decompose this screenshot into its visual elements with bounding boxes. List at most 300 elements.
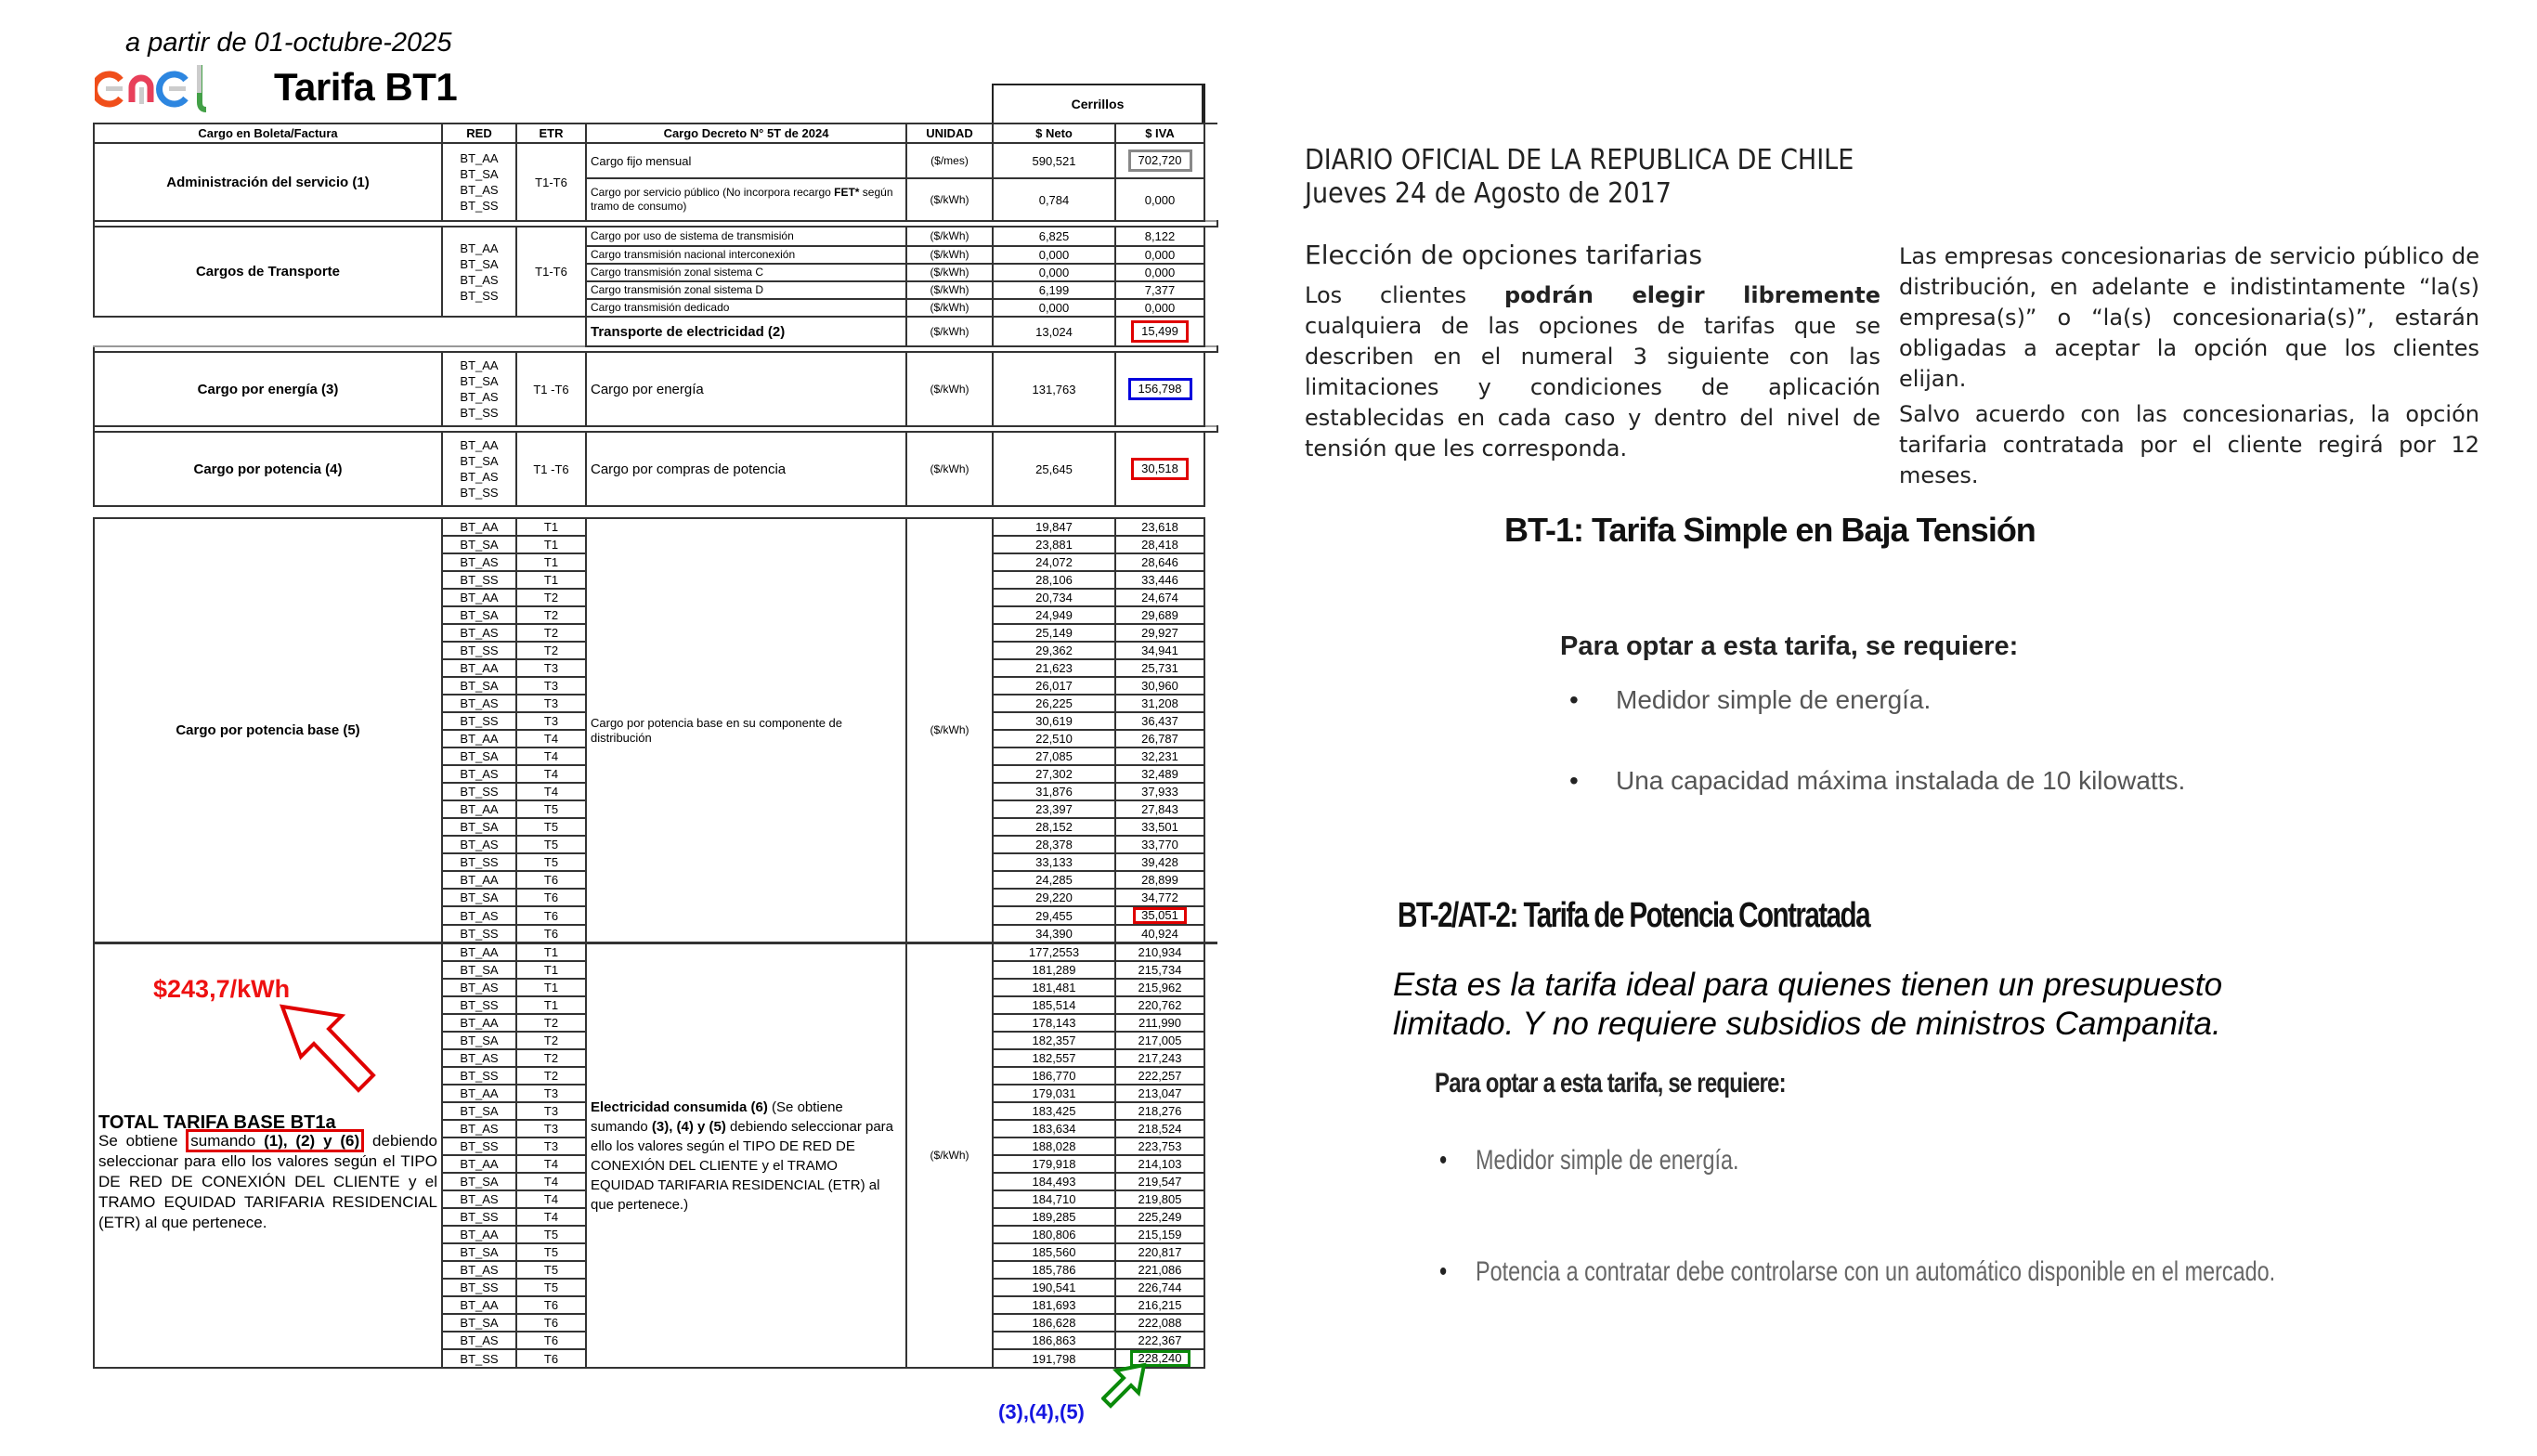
section-label-power: Cargo por potencia (4): [94, 432, 442, 506]
neto-cell: 29,455: [993, 906, 1115, 925]
neto-cell: 29,362: [993, 642, 1115, 659]
spacer: [1204, 227, 1217, 246]
table-row: [94, 143, 1217, 178]
page-title: Tarifa BT1: [274, 65, 458, 109]
neto-cell: 33,133: [993, 853, 1115, 871]
iva-cell: 23,618: [1115, 518, 1204, 536]
spacer: [1204, 1314, 1217, 1332]
etr-cell: T3: [516, 1120, 586, 1138]
annotation-sum: (3),(4),(5): [998, 1400, 1085, 1424]
spacer: [1204, 925, 1217, 943]
red-list: [442, 352, 516, 426]
spacer: [1204, 1173, 1217, 1190]
iva-cell: 28,899: [1115, 871, 1204, 889]
diario-title-line2: Jueves 24 de Agosto de 2017: [1305, 177, 1672, 210]
desc-cell: [586, 943, 906, 1369]
spacer: [1204, 536, 1217, 553]
red-cell: BT_AS: [442, 1261, 516, 1279]
spacer: [1204, 589, 1217, 606]
col-header-etr: ETR: [516, 124, 586, 143]
red-cell: BT_AS: [442, 979, 516, 996]
diario-title-line1: DIARIO OFICIAL DE LA REPUBLICA DE CHILE: [1305, 144, 1854, 176]
spacer: [1204, 642, 1217, 659]
etr-cell: T1: [516, 571, 586, 589]
iva-highlight-blue: 156,798: [1128, 378, 1192, 400]
red-cell: BT_SA: [442, 1032, 516, 1049]
spacer: [1204, 1155, 1217, 1173]
iva-cell: 221,086: [1115, 1261, 1204, 1279]
etr-cell: T1: [516, 996, 586, 1014]
bullet-text: Potencia a contratar debe controlarse con un automático disponible en el mercado.: [1476, 1256, 2276, 1287]
text-bold: (3), (4) y (5): [651, 1118, 726, 1135]
text: (Se obtiene sumando: [591, 1098, 843, 1135]
enel-logo-icon: [95, 61, 214, 115]
red-cell: BT_AA: [442, 1296, 516, 1314]
neto-cell: 22,510: [993, 730, 1115, 748]
neto-cell: 181,481: [993, 979, 1115, 996]
etr-cell: T4: [516, 748, 586, 765]
etr-cell: T5: [516, 818, 586, 836]
iva-cell: 32,231: [1115, 748, 1204, 765]
iva-highlight-red: 15,499: [1131, 320, 1189, 343]
spacer: [1204, 1014, 1217, 1032]
consumed-section: [94, 943, 1217, 1369]
spacer: [1204, 943, 1217, 962]
unit-cell: ($/kWh): [906, 178, 993, 221]
red-values: BT_AA BT_SA BT_AS BT_SS: [460, 358, 499, 420]
spacer: [1204, 853, 1217, 871]
red-cell: BT_AS: [442, 1049, 516, 1067]
spacer: [1204, 818, 1217, 836]
spacer: [1204, 677, 1217, 695]
etr-cell: T6: [516, 906, 586, 925]
text: Se obtiene: [98, 1132, 187, 1150]
spacer: [1204, 264, 1217, 281]
etr-cell: T5: [516, 1226, 586, 1243]
red-cell: BT_SA: [442, 677, 516, 695]
iva-cell: 226,744: [1115, 1279, 1204, 1296]
unit-cell: ($/mes): [906, 143, 993, 178]
iva-cell: 217,005: [1115, 1032, 1204, 1049]
iva-cell: [1115, 432, 1204, 506]
base-power-section: [94, 518, 1217, 943]
red-cell: BT_SS: [442, 1208, 516, 1226]
neto-cell: 182,357: [993, 1032, 1115, 1049]
neto-cell: 183,634: [993, 1120, 1115, 1138]
neto-cell: 19,847: [993, 518, 1115, 536]
desc-cell: Cargo transmisión dedicado: [586, 299, 906, 317]
red-cell: BT_AS: [442, 1190, 516, 1208]
iva-cell: 39,428: [1115, 853, 1204, 871]
desc-cell: Cargo por uso de sistema de transmisión: [586, 227, 906, 246]
spacer: [1204, 1049, 1217, 1067]
spacer: [1204, 695, 1217, 712]
neto-cell: 26,017: [993, 677, 1115, 695]
red-cell: BT_AA: [442, 1085, 516, 1102]
iva-cell: 211,990: [1115, 1014, 1204, 1032]
iva-cell: 223,753: [1115, 1138, 1204, 1155]
neto-cell: 184,710: [993, 1190, 1115, 1208]
etr-cell: T3: [516, 659, 586, 677]
desc-cell: Cargo por potencia base en su componente de distribución: [586, 518, 906, 943]
red-cell: BT_AS: [442, 553, 516, 571]
bt2-title: BT-2/AT-2: Tarifa de Potencia Contratada: [1398, 896, 1869, 935]
iva-cell: 30,960: [1115, 677, 1204, 695]
etr-range: T1-T6: [516, 227, 586, 317]
spacer: [1204, 712, 1217, 730]
neto-cell: 185,514: [993, 996, 1115, 1014]
desc-text: Cargo por servicio público (No incorpora recargo: [591, 186, 835, 199]
bullet-icon: •: [1439, 1256, 1448, 1287]
section-label-energy: Cargo por energía (3): [94, 352, 442, 426]
text: sumando: [190, 1132, 265, 1150]
bt2-requirements-title: Para optar a esta tarifa, se requiere:: [1435, 1068, 1786, 1098]
red-cell: BT_AA: [442, 1155, 516, 1173]
etr-cell: T2: [516, 624, 586, 642]
red-values: BT_AA BT_SA BT_AS BT_SS: [460, 151, 499, 213]
iva-cell: 0,000: [1115, 264, 1204, 281]
red-cell: BT_SA: [442, 818, 516, 836]
iva-highlight-red: 30,518: [1131, 458, 1189, 480]
spacer: [1204, 1067, 1217, 1085]
text: Los clientes: [1305, 282, 1504, 308]
text: debiendo seleccionar para ello los valores según el TIPO DE RED DE CONEXIÓN DEL CLIENTE y el TRAMO EQUIDAD TARIFARIA RESIDENCIAL (ETR) al que pertenece.: [98, 1132, 437, 1231]
iva-cell: 0,000: [1115, 299, 1204, 317]
iva-cell: 28,418: [1115, 536, 1204, 553]
spacer: [1204, 1085, 1217, 1102]
red-cell: BT_SS: [442, 1067, 516, 1085]
red-cell: BT_SS: [442, 571, 516, 589]
etr-cell: T4: [516, 730, 586, 748]
bt1-bullet: [1569, 766, 2185, 796]
table-row: [94, 432, 1217, 506]
iva-cell: 29,689: [1115, 606, 1204, 624]
etr-range: T1 -T6: [516, 352, 586, 426]
neto-cell: 179,031: [993, 1085, 1115, 1102]
neto-cell: 190,541: [993, 1279, 1115, 1296]
etr-cell: T1: [516, 536, 586, 553]
etr-cell: T6: [516, 1349, 586, 1368]
spacer: [1204, 1102, 1217, 1120]
etr-cell: T2: [516, 606, 586, 624]
spacer: [1204, 352, 1217, 426]
spacer: [1204, 624, 1217, 642]
red-cell: BT_AS: [442, 836, 516, 853]
red-cell: BT_SS: [442, 712, 516, 730]
red-cell: BT_AS: [442, 906, 516, 925]
spacer: [1204, 178, 1217, 221]
spacer: [1204, 299, 1217, 317]
bt2-bullet: [1439, 1145, 1739, 1176]
commune-header: Cerrillos: [992, 84, 1203, 123]
neto-cell: 24,285: [993, 871, 1115, 889]
neto-cell: 23,881: [993, 536, 1115, 553]
desc-cell: Cargo por compras de potencia: [586, 432, 906, 506]
red-cell: BT_SS: [442, 1279, 516, 1296]
red-cell: BT_SS: [442, 853, 516, 871]
etr-cell: T1: [516, 943, 586, 962]
red-cell: BT_AA: [442, 943, 516, 962]
etr-cell: T2: [516, 1067, 586, 1085]
neto-cell: 131,763: [993, 352, 1115, 426]
etr-cell: T2: [516, 589, 586, 606]
desc-cell: Cargo transmisión zonal sistema D: [586, 281, 906, 299]
etr-cell: T6: [516, 1314, 586, 1332]
neto-cell: 21,623: [993, 659, 1115, 677]
iva-cell: 25,731: [1115, 659, 1204, 677]
spacer: [1204, 1349, 1217, 1368]
iva-cell: 31,208: [1115, 695, 1204, 712]
neto-cell: 13,024: [993, 317, 1115, 346]
bt2-bullet: [1439, 1256, 2275, 1288]
neto-cell: 26,225: [993, 695, 1115, 712]
etr-range: T1-T6: [516, 143, 586, 221]
iva-cell: 28,646: [1115, 553, 1204, 571]
etr-cell: T1: [516, 961, 586, 979]
spacer: [1204, 659, 1217, 677]
unit-cell: ($/kWh): [906, 317, 993, 346]
spacer: [1204, 281, 1217, 299]
neto-cell: 28,152: [993, 818, 1115, 836]
red-cell: BT_SS: [442, 925, 516, 943]
table-row: [94, 943, 1217, 962]
neto-cell: 25,645: [993, 432, 1115, 506]
arrow-up-left-icon: [279, 1003, 381, 1096]
spacer: [1204, 800, 1217, 818]
empty-cell: [94, 317, 586, 346]
diario-paragraph-3: Salvo acuerdo con las concesionarias, la opción tarifaria contratada por el cliente regirá por 12 meses.: [1899, 401, 2479, 488]
spacer: [1204, 996, 1217, 1014]
iva-cell: 222,367: [1115, 1332, 1204, 1349]
iva-cell: 29,927: [1115, 624, 1204, 642]
red-cell: BT_SS: [442, 1349, 516, 1368]
red-cell: BT_SS: [442, 1138, 516, 1155]
red-cell: BT_SA: [442, 889, 516, 906]
arrow-up-right-icon: [1101, 1361, 1148, 1410]
bt1-requirements-title: Para optar a esta tarifa, se requiere:: [1560, 631, 2019, 661]
iva-cell: [1115, 317, 1204, 346]
total-explanation: [98, 1131, 437, 1233]
unit-cell: ($/kWh): [906, 299, 993, 317]
etr-cell: T1: [516, 518, 586, 536]
red-cell: BT_AA: [442, 871, 516, 889]
red-cell: BT_SA: [442, 748, 516, 765]
desc-cell: Cargo transmisión nacional interconexión: [586, 246, 906, 264]
spacer: [1204, 906, 1217, 925]
etr-cell: T5: [516, 1279, 586, 1296]
tariff-table-tramos: [93, 517, 1217, 1369]
etr-cell: T3: [516, 695, 586, 712]
neto-cell: 590,521: [993, 143, 1115, 178]
neto-cell: 186,863: [993, 1332, 1115, 1349]
spacer: [1204, 1226, 1217, 1243]
iva-cell: 219,805: [1115, 1190, 1204, 1208]
etr-cell: T2: [516, 642, 586, 659]
etr-cell: T3: [516, 677, 586, 695]
unit-cell: ($/kWh): [906, 518, 993, 943]
spacer: [1204, 553, 1217, 571]
spacer: [1204, 961, 1217, 979]
iva-cell: 215,159: [1115, 1226, 1204, 1243]
red-cell: BT_AA: [442, 1226, 516, 1243]
iva-cell: 218,276: [1115, 1102, 1204, 1120]
spacer: [1204, 606, 1217, 624]
neto-cell: 181,693: [993, 1296, 1115, 1314]
neto-cell: 24,072: [993, 553, 1115, 571]
etr-cell: T5: [516, 836, 586, 853]
iva-cell: [1115, 906, 1204, 925]
neto-cell: 27,085: [993, 748, 1115, 765]
etr-range: T1 -T6: [516, 432, 586, 506]
iva-cell: 219,547: [1115, 1173, 1204, 1190]
etr-cell: T4: [516, 783, 586, 800]
table-row: [94, 227, 1217, 246]
etr-cell: T3: [516, 1085, 586, 1102]
neto-cell: 0,000: [993, 299, 1115, 317]
etr-cell: T4: [516, 1190, 586, 1208]
iva-cell: 214,103: [1115, 1155, 1204, 1173]
unit-cell: ($/kWh): [906, 246, 993, 264]
unit-cell: ($/kWh): [906, 943, 993, 1369]
etr-cell: T3: [516, 1102, 586, 1120]
unit-cell: ($/kWh): [906, 264, 993, 281]
neto-cell: 180,806: [993, 1226, 1115, 1243]
total-title: TOTAL TARIFA BASE BT1a: [98, 1112, 336, 1133]
red-cell: BT_SS: [442, 642, 516, 659]
neto-cell: 179,918: [993, 1155, 1115, 1173]
spacer: [1204, 979, 1217, 996]
etr-cell: T3: [516, 1138, 586, 1155]
desc-cell: [586, 178, 906, 221]
annotation-price: $243,7/kWh: [153, 975, 291, 1003]
iva-cell: 40,924: [1115, 925, 1204, 943]
col-header-decreto: Cargo Decreto N° 5T de 2024: [586, 124, 906, 143]
neto-cell: 181,289: [993, 961, 1115, 979]
text: debiendo seleccionar para ello los valores según el TIPO DE RED DE CONEXIÓN DEL CLIENTE y el TRAMO EQUIDAD TARIFARIA RESIDENCIAL (ETR) al que pertenece.): [591, 1118, 894, 1213]
spacer: [1204, 246, 1217, 264]
effective-date: a partir de 01-octubre-2025: [125, 28, 452, 58]
spacer: [1204, 1138, 1217, 1155]
iva-cell: [1115, 143, 1204, 178]
spacer: [1204, 1279, 1217, 1296]
neto-cell: 191,798: [993, 1349, 1115, 1368]
iva-cell: 34,772: [1115, 889, 1204, 906]
etr-cell: T1: [516, 979, 586, 996]
diario-paragraph-2: Las empresas concesionarias de servicio público de distribución, en adelante e indistintamente “la(s) empresa(s)” o “la(s) concesionaria(s)”, estarán obligadas a aceptar la opción que los clientes elijan.: [1899, 243, 2479, 392]
iva-cell: 7,377: [1115, 281, 1204, 299]
iva-cell: 33,501: [1115, 818, 1204, 836]
iva-cell: 210,934: [1115, 943, 1204, 962]
etr-cell: T1: [516, 553, 586, 571]
etr-cell: T5: [516, 1243, 586, 1261]
neto-cell: 178,143: [993, 1014, 1115, 1032]
iva-cell: 220,817: [1115, 1243, 1204, 1261]
red-cell: BT_AA: [442, 589, 516, 606]
neto-cell: 28,378: [993, 836, 1115, 853]
neto-cell: 6,199: [993, 281, 1115, 299]
diario-paragraph-1: [1305, 280, 1880, 464]
red-cell: BT_AA: [442, 518, 516, 536]
col-header-neto: $ Neto: [993, 124, 1115, 143]
spacer: [1204, 571, 1217, 589]
iva-highlight-red: 35,051: [1133, 907, 1187, 924]
spacer: [1204, 518, 1217, 536]
spacer: [1204, 1261, 1217, 1279]
neto-cell: 182,557: [993, 1049, 1115, 1067]
spacer: [1204, 783, 1217, 800]
bt2-comment: Esta es la tarifa ideal para quienes tienen un presupuesto limitado. Y no requiere subsidios de ministros Campanita.: [1393, 967, 2223, 1042]
etr-cell: T2: [516, 1014, 586, 1032]
spacer: [1204, 1296, 1217, 1314]
red-cell: BT_SA: [442, 606, 516, 624]
desc-text: según tramo de consumo): [591, 186, 893, 213]
unit-cell: ($/kWh): [906, 227, 993, 246]
iva-cell: 215,962: [1115, 979, 1204, 996]
red-cell: BT_SA: [442, 1243, 516, 1261]
spacer: [1204, 871, 1217, 889]
table-row: [94, 352, 1217, 426]
red-cell: BT_AS: [442, 695, 516, 712]
spacer: [1204, 432, 1217, 506]
neto-cell: 27,302: [993, 765, 1115, 783]
red-cell: BT_AA: [442, 1014, 516, 1032]
iva-cell: 213,047: [1115, 1085, 1204, 1102]
iva-cell: 24,674: [1115, 589, 1204, 606]
neto-cell: 34,390: [993, 925, 1115, 943]
neto-cell: 29,220: [993, 889, 1115, 906]
bullet-icon: •: [1569, 685, 1579, 714]
tariff-table: [93, 123, 1218, 507]
neto-cell: 31,876: [993, 783, 1115, 800]
neto-cell: 185,786: [993, 1261, 1115, 1279]
red-cell: BT_AA: [442, 800, 516, 818]
col-header-cargo: Cargo en Boleta/Factura: [94, 124, 442, 143]
iva-cell: [1115, 352, 1204, 426]
etr-cell: T6: [516, 1332, 586, 1349]
neto-cell: 186,628: [993, 1314, 1115, 1332]
sum-highlight-red: [186, 1129, 364, 1152]
red-cell: BT_AS: [442, 624, 516, 642]
red-cell: BT_SA: [442, 536, 516, 553]
iva-cell: 33,446: [1115, 571, 1204, 589]
red-cell: BT_SS: [442, 783, 516, 800]
spacer: [1204, 748, 1217, 765]
iva-cell: 225,249: [1115, 1208, 1204, 1226]
etr-cell: T3: [516, 712, 586, 730]
spacer: [1204, 1190, 1217, 1208]
red-values: BT_AA BT_SA BT_AS BT_SS: [460, 438, 499, 500]
red-cell: BT_AS: [442, 1120, 516, 1138]
unit-cell: ($/kWh): [906, 281, 993, 299]
section-label-admin: Administración del servicio (1): [94, 143, 442, 221]
iva-cell: 37,933: [1115, 783, 1204, 800]
bt1-bullet: [1569, 685, 1931, 715]
spacer: [1204, 1243, 1217, 1261]
neto-cell: 28,106: [993, 571, 1115, 589]
spacer: [1204, 1032, 1217, 1049]
neto-cell: 23,397: [993, 800, 1115, 818]
iva-cell: 26,787: [1115, 730, 1204, 748]
red-cell: BT_SA: [442, 1314, 516, 1332]
iva-cell: 216,215: [1115, 1296, 1204, 1314]
table-row-total: [94, 317, 1217, 346]
text-bold: Electricidad consumida (6): [591, 1098, 768, 1115]
bullet-icon: •: [1439, 1145, 1448, 1176]
red-cell: BT_AS: [442, 1332, 516, 1349]
neto-cell: 24,949: [993, 606, 1115, 624]
bullet-text: Una capacidad máxima instalada de 10 kilowatts.: [1616, 766, 2186, 795]
red-cell: BT_AA: [442, 659, 516, 677]
